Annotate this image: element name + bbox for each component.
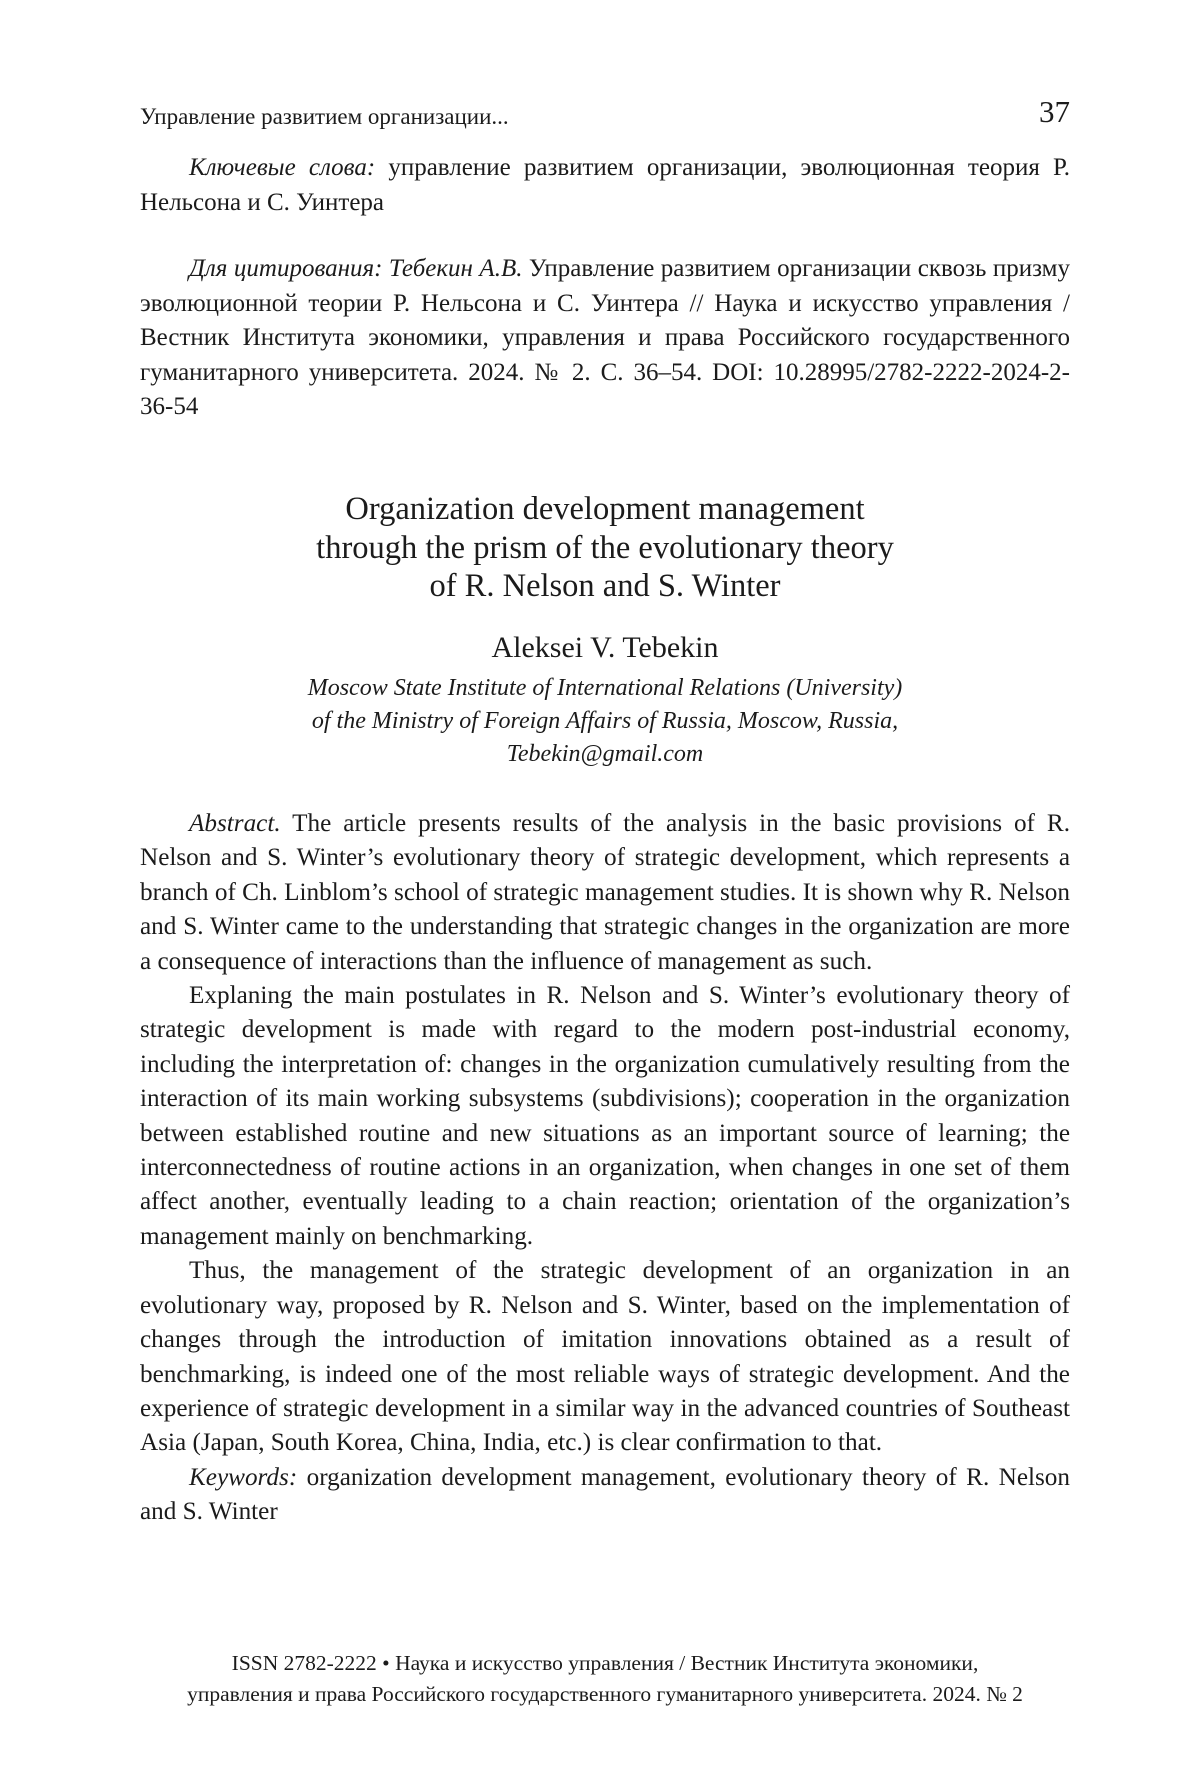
keywords-ru-text: управление развитием организации, эволюционная теория Р. Нельсона и С. Уинтера [140, 154, 1070, 216]
abstract-paragraph: Explaning the main postulates in R. Nelson and S. Winter’s evolutionary theory of strategic development is made with regard to the modern post-industrial economy, including the interpretation of: changes in the organization cumulatively resulting from the interaction of its main working subsystems (subdivisions); cooperation in the organization between established routine and new situations as an important source of learning; the interconnectedness of routine actions in an organization, when changes in one set of them affect another, eventually leading to a chain reaction; orientation of the organization’s management mainly on benchmarking. [140, 982, 1070, 1250]
affiliation-line: of the Ministry of Foreign Affairs of Russia, Moscow, Russia, [311, 708, 899, 734]
citation-label: Для цитирования: Тебекин А.В. [189, 255, 523, 282]
keywords-ru [140, 151, 1070, 220]
page-number: 37 [1039, 94, 1070, 129]
keywords-en [140, 1461, 1070, 1530]
journal-footer [140, 1648, 1070, 1710]
abstract-paragraph [140, 807, 1070, 979]
keywords-en-text: organization development management, evolutionary theory of R. Nelson and S. Winter [140, 1463, 1070, 1526]
affiliation [140, 672, 1070, 771]
keywords-ru-label: Ключевые слова: [189, 154, 376, 181]
abstract-text: The article presents results of the analysis in the basic provisions of R. Nelson and S. Winter’s evolutionary theory of strategic development, which represents a branch of Ch. Linblom’s school of strategic management studies. It is shown why R. Nelson and S. Winter came to the understanding that strategic changes in the organization are more a consequence of interactions than the influence of management as such. [140, 810, 1070, 975]
english-title [140, 490, 1070, 606]
keywords-en-label: Keywords: [189, 1463, 298, 1491]
title-line: of R. Nelson and S. Winter [429, 568, 781, 604]
affiliation-line: Moscow State Institute of International Relations (University) [307, 675, 903, 701]
footer-line: управления и права Российского государственного гуманитарного университета. 2024. № 2 [187, 1682, 1023, 1706]
footer-line: ISSN 2782-2222 • Наука и искусство управления / Вестник Института экономики, [231, 1651, 979, 1675]
title-line: Organization development management [345, 491, 865, 527]
citation [140, 252, 1070, 425]
running-head [140, 86, 1070, 130]
author-email: Tebekin@gmail.com [506, 741, 704, 767]
title-line: through the prism of the evolutionary theory [316, 529, 894, 566]
abstract-paragraph: Thus, the management of the strategic development of an organization in an evolutionary way, proposed by R. Nelson and S. Winter, based on the implementation of changes through the introduction of imitation innovations obtained as a result of benchmarking, is indeed one of the most reliable ways of strategic development. And the experience of strategic development in a similar way in the advanced countries of Southeast Asia (Japan, South Korea, China, India, etc.) is clear confirmation to that. [140, 1257, 1070, 1457]
abstract-label: Abstract. [189, 810, 281, 837]
citation-text: Управление развитием организации сквозь призму эволюционной теории Р. Нельсона и С. Уинтера // Наука и искусство управления / Вестник Института экономики, управления и права Российского государственного гуманитарного университета. 2024. № 2. С. 36–54. DOI: 10.28995/2782-2222-2024-2-36-54 [140, 255, 1070, 420]
abstract [140, 807, 1070, 1530]
running-title: Управление развитием организации... [140, 104, 509, 129]
author-name: Aleksei V. Tebekin [491, 631, 719, 664]
